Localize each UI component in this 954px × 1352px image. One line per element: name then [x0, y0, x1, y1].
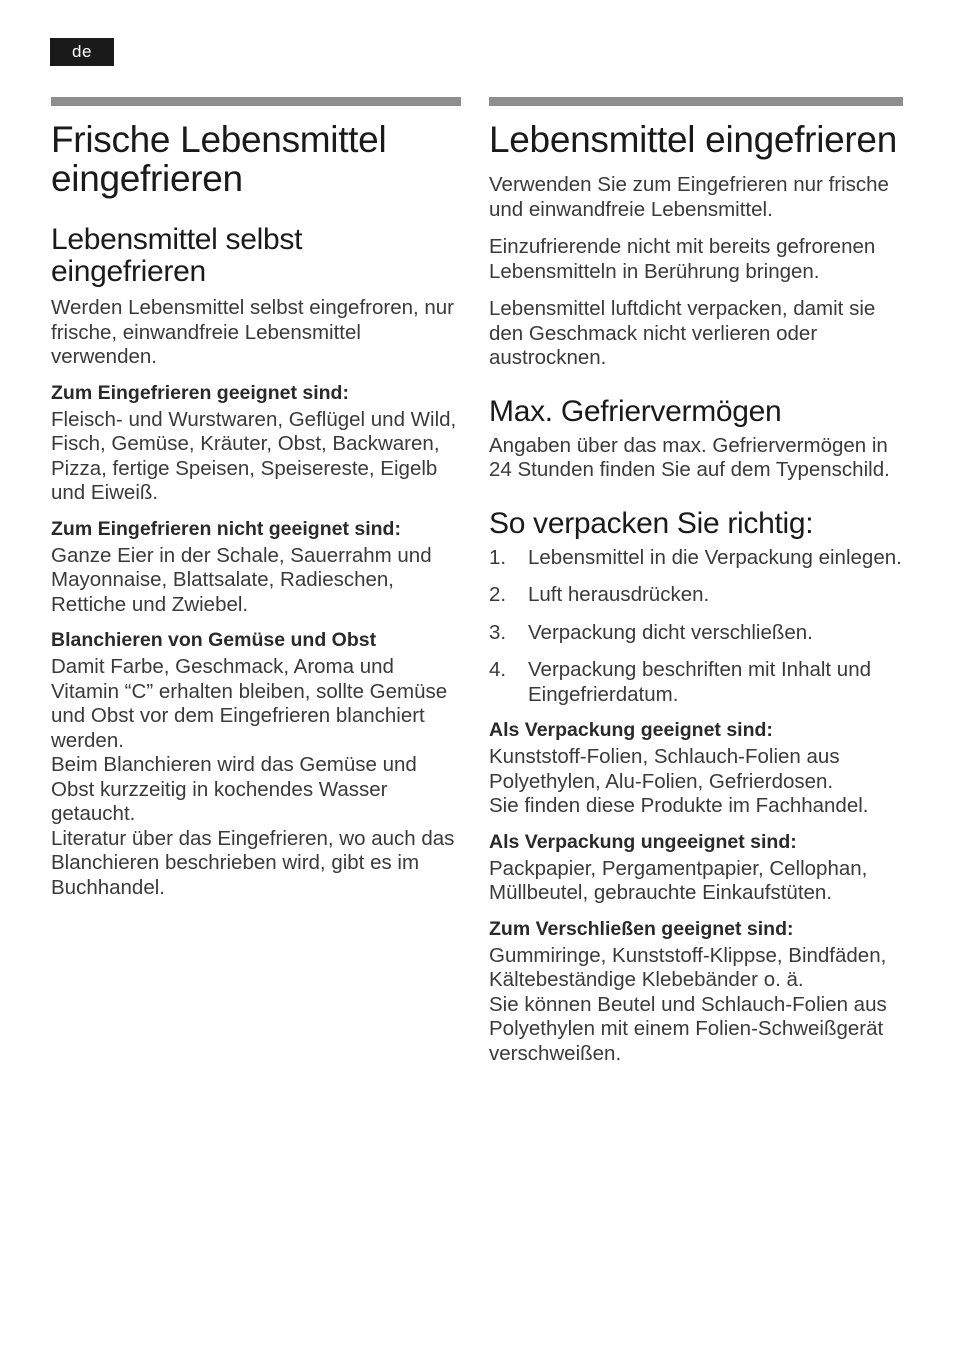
step-text: Verpackung beschriften mit Inhalt und Eingefrierdatum.: [528, 658, 872, 706]
step-number: 4.: [489, 658, 507, 681]
packing-heading: So verpacken Sie richtig:: [489, 506, 814, 540]
packaging-suitable-note: Sie finden diese Produkte im Fachhandel.: [489, 794, 869, 817]
blanching-paragraph-2: Beim Blanchieren wird das Gemüse und Obst kurzzeitig in kochendes Wasser getaucht.: [51, 753, 417, 825]
step-text: Luft herausdrücken.: [528, 583, 710, 606]
list-item: [489, 621, 903, 646]
list-item: [489, 658, 903, 707]
self-freezing-intro: Werden Lebensmittel selbst eingefroren, nur frische, einwandfreie Lebensmittel verwenden.: [51, 296, 455, 368]
packaging-unsuitable-text: Packpapier, Pergamentpapier, Cellophan, Müllbeutel, gebrauchte Einkaufstüten.: [489, 856, 868, 904]
right-column: [489, 97, 903, 1066]
unsuitable-text: Ganze Eier in der Schale, Sauerrahm und Mayonnaise, Blattsalate, Radieschen, Rettiche und Zwiebel.: [51, 543, 432, 616]
capacity-heading: Max. Gefriervermögen: [489, 394, 782, 428]
closing-heading: Zum Verschließen geeignet sind:: [489, 917, 794, 940]
left-page-title: Frische Lebensmittel eingefrieren: [51, 119, 387, 199]
section-rule: [489, 97, 903, 106]
self-freezing-heading: Lebensmittel selbst eingefrieren: [51, 223, 303, 288]
list-item: [489, 546, 903, 571]
packaging-suitable-heading: Als Verpackung geeignet sind:: [489, 719, 773, 741]
unsuitable-heading: Zum Eingefrieren nicht geeignet sind:: [51, 517, 401, 540]
step-number: 1.: [489, 545, 507, 569]
step-number: 3.: [489, 620, 507, 644]
closing-note: Sie können Beutel und Schlauch-Folien aus Polyethylen mit einem Folien-Schweißgerät verschweißen.: [489, 992, 887, 1065]
packing-steps: [489, 546, 903, 708]
step-number: 2.: [489, 583, 507, 606]
blanching-paragraph-3: Literatur über das Eingefrieren, wo auch das Blanchieren beschrieben wird, gibt es im Buchhandel.: [51, 826, 455, 899]
capacity-text: Angaben über das max. Gefriervermögen in 24 Stunden finden Sie auf dem Typenschild.: [489, 433, 890, 481]
list-item: [489, 583, 903, 608]
freezing-paragraph-2: Einzufrierende nicht mit bereits gefrorenen Lebensmitteln in Berührung bringen.: [489, 235, 876, 283]
right-page-title: Lebensmittel eingefrieren: [489, 119, 897, 160]
left-column: [51, 97, 461, 900]
closing-text: Gummiringe, Kunststoff-Klippse, Bindfäden, Kältebeständige Klebebänder o. ä.: [489, 943, 887, 991]
packaging-unsuitable-heading: Als Verpackung ungeeignet sind:: [489, 830, 797, 853]
packaging-suitable-text: Kunststoff-Folien, Schlauch-Folien aus Polyethylen, Alu-Folien, Gefrierdosen.: [489, 745, 840, 793]
suitable-text: Fleisch- und Wurstwaren, Geflügel und Wild, Fisch, Gemüse, Kräuter, Obst, Backwaren, Pizza, fertige Speisen, Speisereste, Eigelb und Eiweiß.: [51, 407, 457, 504]
language-badge: de: [50, 38, 114, 66]
freezing-paragraph-3: Lebensmittel luftdicht verpacken, damit sie den Geschmack nicht verlieren oder austrocknen.: [489, 297, 876, 369]
blanching-heading: Blanchieren von Gemüse und Obst: [51, 629, 377, 651]
step-text: Lebensmittel in die Verpackung einlegen.: [528, 545, 902, 569]
step-text: Verpackung dicht verschließen.: [528, 620, 813, 644]
suitable-heading: Zum Eingefrieren geeignet sind:: [51, 381, 349, 404]
section-rule: [51, 97, 461, 106]
freezing-paragraph-1: Verwenden Sie zum Eingefrieren nur frische und einwandfreie Lebensmittel.: [489, 173, 889, 221]
blanching-paragraph-1: Damit Farbe, Geschmack, Aroma und Vitamin “C” erhalten bleiben, sollte Gemüse und Obst vor dem Eingefrieren blanchiert werden.: [51, 655, 448, 752]
